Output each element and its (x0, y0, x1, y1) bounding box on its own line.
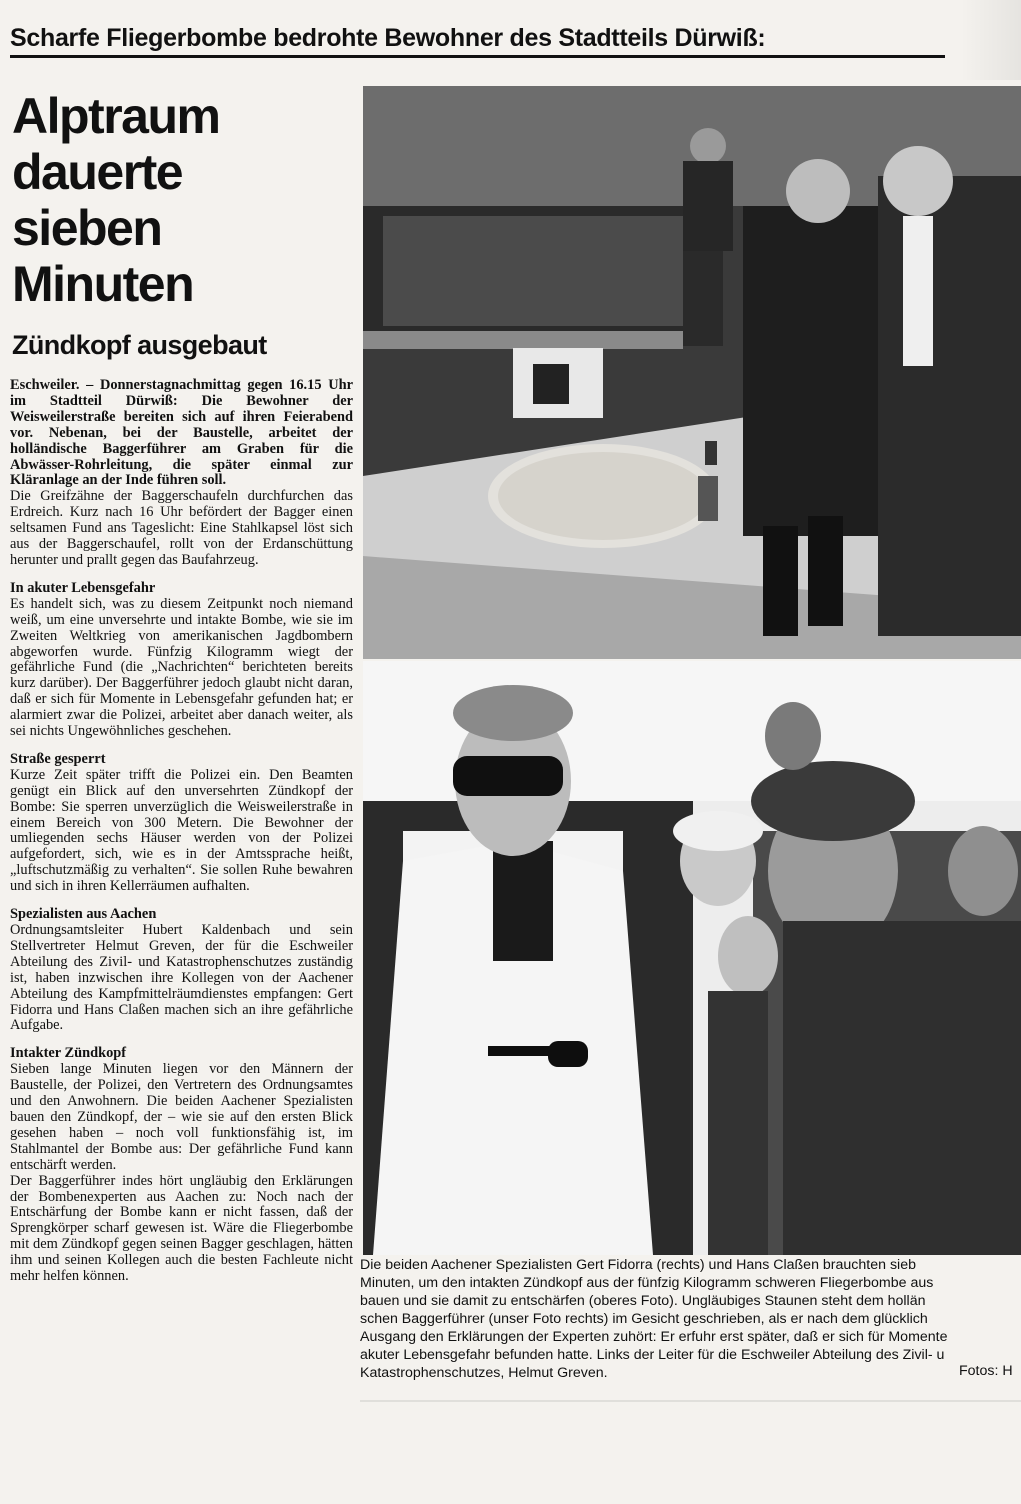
caption-line: akuter Lebensgefahr befunden hatte. Links der Leiter für die Eschweiler Abteilung des Zivil- u (360, 1347, 945, 1363)
photo-bomb-defusal (363, 86, 1021, 659)
caption-line: Katastrophenschutzes, Helmut Greven. (360, 1365, 608, 1381)
caption-line: bauen und sie damit zu entschärfen (oberes Foto). Ungläubiges Staunen steht dem hollän (360, 1293, 926, 1309)
article-paragraph: Sieben lange Minuten liegen vor den Männern der Baustelle, der Polizei, den Vertretern des Ordnungsamtes und den Anwohnern. Die beiden Aachener Spezialisten bauen den Zündkopf, der – wie sie auf den ersten Blick gesehen haben – noch voll funktionsfähig ist, im Stahlmantel der Bombe aus: Der gefährliche Fund kann entschärft werden. (10, 1061, 353, 1173)
paper-edge-shadow (960, 0, 1021, 80)
headline-line: dauerte (12, 144, 183, 200)
article-lead: Eschweiler. – Donnerstagnachmittag gegen 16.15 Uhr im Stadtteil Dürwiß: Die Bewohner der Weisweilerstraße bereiten sich auf ihren Feierabend vor. Nebenan, bei der Baustelle, arbeitet der holländische Baggerführer am Graben für die Abwässer-Rohrleitung, die später einmal zur Kläranlage an der Inde führen soll. (10, 378, 353, 489)
article-paragraph: Kurze Zeit später trifft die Polizei ein. Den Beamten genügt ein Blick auf den unversehrten Zündkopf der Bombe: Sie sperren unverzüglich die Weisweilerstraße in einem Bereich von 300 Metern. Die Bewohner der umliegenden sechs Häuser werden von der Polizei aufgefordert, sich, wie es in der Amtssprache heißt,„luftschutzmäßig zu verhalten“. Sie sollen Ruhe bewahren und sich in ihren Kellerräumen aufhalten. (10, 766, 353, 895)
clipping-edge (360, 1400, 1021, 1402)
main-headline (12, 88, 342, 312)
caption-line: Ausgang den Erklärungen der Experten zuhört: Er erfuhr erst später, daß er sich für Momente (360, 1329, 948, 1345)
subheadline: Zündkopf ausgebaut (12, 330, 267, 360)
article-body (10, 378, 353, 1498)
photo-credit: Fotos: H (959, 1363, 1013, 1379)
photo-spectators (363, 661, 1021, 1255)
headline-line: sieben (12, 200, 162, 256)
headline-line: Minuten (12, 256, 194, 312)
caption-line: Die beiden Aachener Spezialisten Gert Fidorra (rechts) und Hans Claßen brauchten sieb (360, 1257, 916, 1273)
article-paragraph: Der Baggerführer indes hört ungläubig den Erklärungen der Bombenexperten aus Aachen zu: Noch nach der Entschärfung der Bombe kann er nicht fassen, daß der Sprengkörper scharf gewesen ist. Wäre die Fliegerbombe mit dem Zündkopf gegen seinen Bagger geschlagen, hätten ihm und seinen Kollegen auch die besten Fachleute nicht mehr helfen können. (10, 1172, 353, 1285)
caption-line: schen Baggerführer (unser Foto rechts) im Gesicht geschrieben, als er nach dem glücklich (360, 1311, 928, 1327)
caption-line: Minuten, um den intakten Zündkopf aus der fünfzig Kilogramm schweren Fliegerbombe aus (360, 1275, 934, 1291)
section-heading: Intakter Zündkopf (10, 1045, 127, 1062)
photo-bomb-defusal-image (363, 86, 1021, 659)
headline-line: Alptraum (12, 88, 220, 144)
kicker-headline: Scharfe Fliegerbombe bedrohte Bewohner des Stadtteils Dürwiß: (10, 24, 945, 58)
article-paragraph: Die Greifzähne der Baggerschaufeln durchfurchen das Erdreich. Kurz nach 16 Uhr befördert der Bagger einen seltsamen Fund ans Tageslicht: Eine Stahlkapsel löst sich aus der Baggerschaufel, rollt von der Erdanschüttung herunter und prallt gegen das Baufahrzeug. (10, 488, 353, 568)
section-heading: In akuter Lebensgefahr (10, 579, 156, 596)
photo-spectators-image (363, 661, 1021, 1255)
photo-caption (360, 1256, 1021, 1386)
article-paragraph: Es handelt sich, was zu diesem Zeitpunkt noch niemand weiß, um eine unversehrte und intakte Bombe, wie sie im Zweiten Weltkrieg von amerikanischen Jagdbombern abgeworfen wurde. Fünfzig Kilogramm wiegt der gefährliche Fund (die „Nachrichten“ berichteten bereits kurz darüber). Der Baggerführer jedoch glaubt nicht daran, daß er sich für Momente in Lebensgefahr gefunden hat; er alarmiert zwar die Polizei, arbeitet aber danach weiter, als sei nichts Ungewöhnliches geschehen. (10, 595, 353, 740)
section-heading: Spezialisten aus Aachen (10, 906, 157, 923)
section-heading: Straße gesperrt (10, 750, 106, 767)
article-paragraph: Ordnungsamtsleiter Hubert Kaldenbach und sein Stellvertreter Helmut Greven, der für die Eschweiler Abteilung des Zivil- und Katastrophenschutzes zuständig ist, haben inzwischen ihre Kollegen von der Aachener Abteilung des Kampfmittelräumdienstes empfangen: Gert Fidorra und Hans Claßen machen sich an ihre gefährliche Aufgabe. (10, 922, 353, 1034)
